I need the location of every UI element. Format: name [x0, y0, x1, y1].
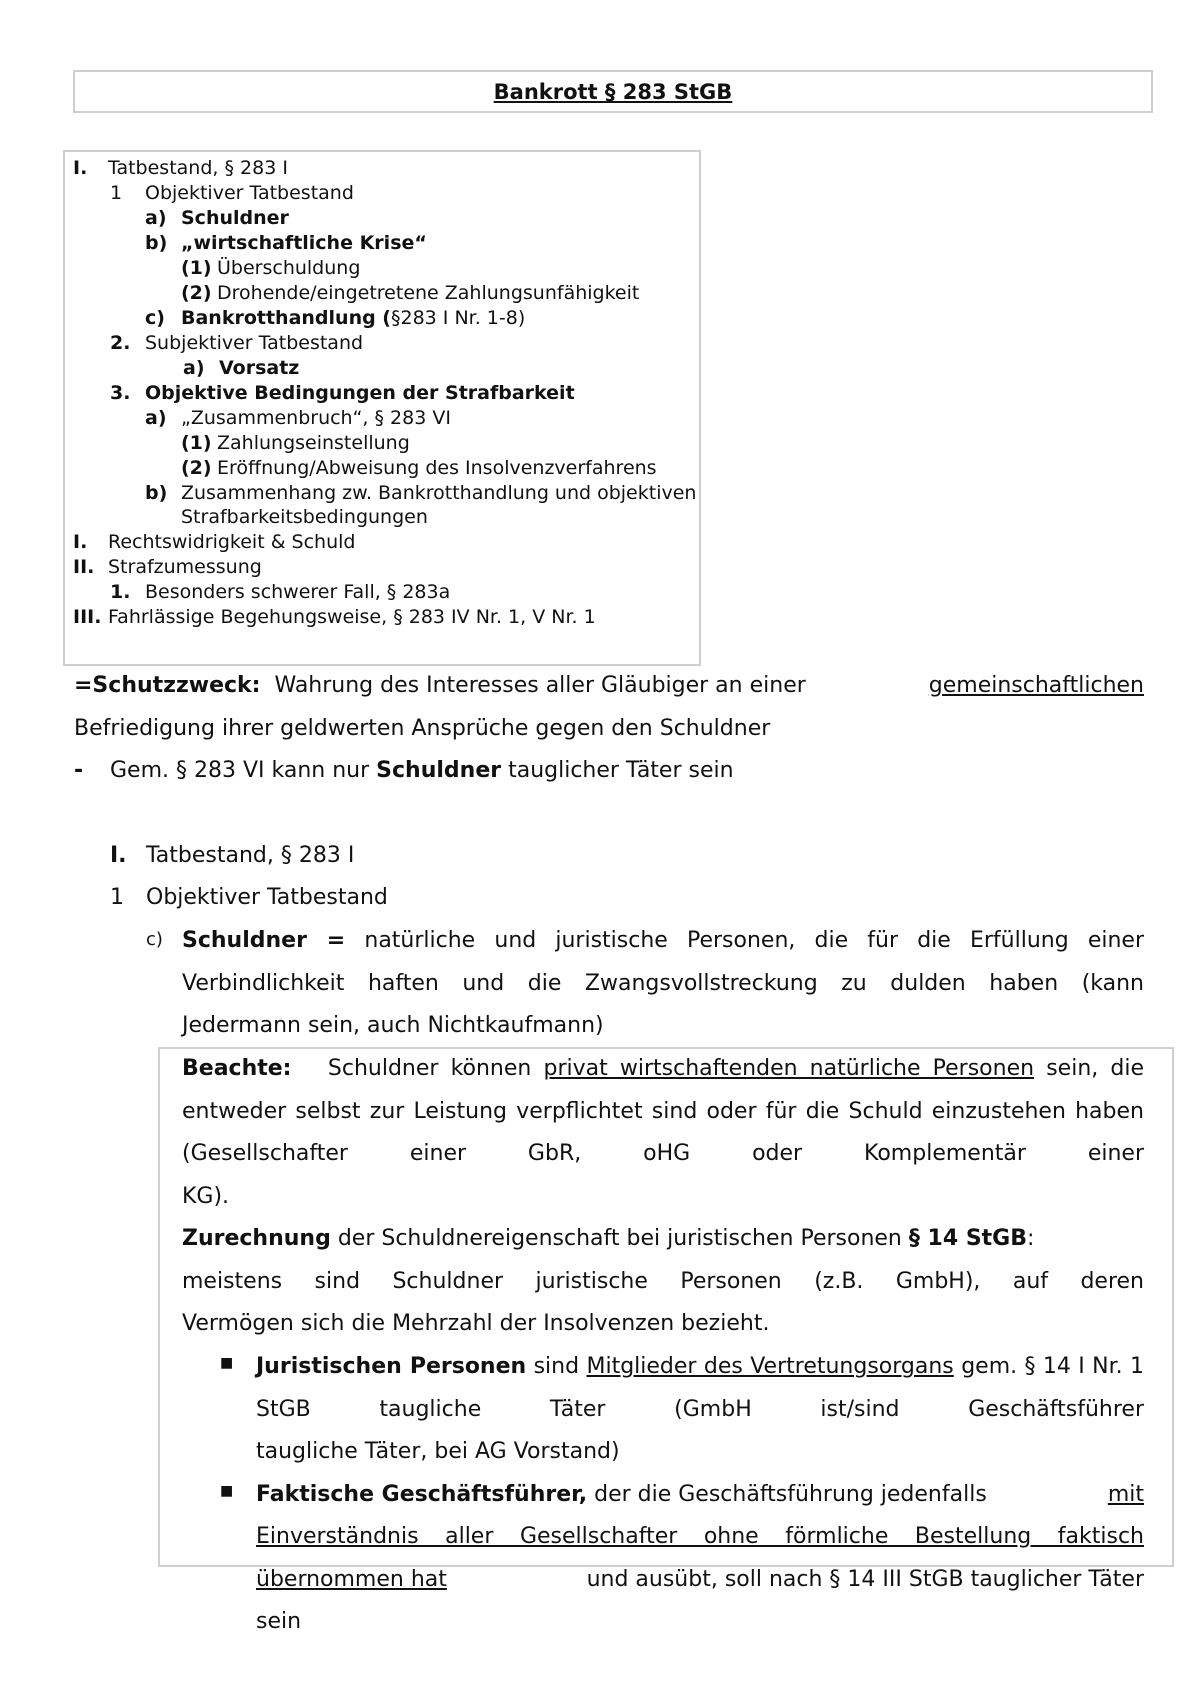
outline-num: II.	[73, 556, 95, 578]
outline-num: (1)	[181, 432, 212, 454]
outline-num: b)	[145, 232, 168, 254]
outline-item: Schuldner	[181, 207, 289, 229]
outline-item: Vorsatz	[219, 357, 300, 379]
bullet2-pre: der die Geschäftsführung jedenfalls	[594, 1482, 987, 1507]
outline-item: Besonders schwerer Fall, § 283a	[145, 581, 451, 603]
outline-num: a)	[145, 207, 167, 229]
zurechnung-line3: Vermögen sich die Mehrzahl der Insolvenzen bezieht.	[182, 1311, 770, 1336]
zurechnung-line2: meistens sind Schuldner juristische Personen (z.B. GmbH), auf deren	[182, 1269, 1144, 1294]
outline-item: Subjektiver Tatbestand	[145, 332, 364, 354]
outline-num: 2.	[110, 332, 131, 354]
zurechnung-text: der Schuldnereigenschaft bei juristischen Personen	[337, 1226, 902, 1251]
beachte-label: Beachte:	[182, 1056, 292, 1081]
section-num: I.	[110, 843, 127, 868]
schutzzweck-label: =Schutzzweck:	[74, 673, 261, 698]
outline-num: (2)	[181, 282, 212, 304]
schuldner-paragraph	[182, 920, 1144, 1005]
outline-item: Drohende/eingetretene Zahlungsunfähigkeit	[217, 282, 640, 304]
outline-item: Zusammenhang zw. Bankrotthandlung und objektiven	[181, 482, 697, 504]
outline-num: (1)	[181, 257, 212, 279]
dash-text-pre: Gem. § 283 VI kann nur	[110, 758, 370, 783]
subsection-num: 1	[110, 885, 124, 910]
schutzzweck-underlined: gemeinschaftlichen	[928, 673, 1144, 698]
item-c-num: c)	[146, 929, 163, 950]
outline-item: Überschuldung	[217, 257, 361, 279]
outline-item: Bankrotthandlung (	[181, 307, 391, 329]
outline-item: „wirtschaftliche Krise“	[181, 232, 427, 254]
outline-item: Rechtswidrigkeit & Schuld	[108, 531, 356, 553]
zurechnung-colon: :	[1027, 1226, 1035, 1251]
schuldner-paragraph-last: Jedermann sein, auch Nichtkaufmann)	[182, 1013, 604, 1038]
outline-num: b)	[145, 482, 168, 504]
bullet2-underlined3: übernommen hat	[256, 1567, 447, 1592]
schutzzweck-text: Wahrung des Interesses aller Gläubiger an einer	[274, 673, 806, 698]
outline-item: §283 I Nr. 1-8)	[391, 307, 526, 329]
outline-item: Tatbestand, § 283 I	[108, 157, 288, 179]
bullet1-underlined: Mitglieder des Vertretungsorgans	[586, 1354, 954, 1379]
beachte-text-pre: Schuldner können	[327, 1056, 532, 1081]
outline-num: 1	[110, 182, 123, 204]
outline-num: 3.	[110, 382, 131, 404]
bullet1-bold: Juristischen Personen	[256, 1354, 527, 1379]
schutzzweck-text-line2: Befriedigung ihrer geldwerten Ansprüche gegen den Schuldner	[74, 715, 771, 741]
bullet2-underlined2: Einverständnis aller Gesellschafter ohne förmliche Bestellung faktisch	[256, 1524, 1144, 1549]
bullet2-post: und ausübt, soll nach § 14 III StGB tauglicher Täter	[586, 1567, 1144, 1592]
bullet1-pre: sind	[533, 1354, 580, 1379]
outline-item: Fahrlässige Begehungsweise, § 283 IV Nr. 1, V Nr. 1	[108, 606, 596, 628]
outline-num: III.	[73, 606, 102, 628]
schuldner-text: natürliche und juristische Personen, die für die Erfüllung einer Verbindlichkeit haften und die Zwangsvollstreckung zu dulden haben (kann	[182, 928, 1145, 996]
dash-item	[74, 750, 83, 793]
zurechnung-bold: Zurechnung	[182, 1226, 331, 1251]
beachte-underlined: privat wirtschaftenden natürliche Personen	[543, 1056, 1035, 1081]
schutzzweck-paragraph	[74, 665, 1144, 750]
bullet-faktische-gf-line3	[256, 1559, 1144, 1602]
dash-marker: -	[74, 758, 84, 783]
outline-num: c)	[145, 307, 165, 329]
dash-item-text	[110, 750, 734, 793]
zurechnung-paragraph-ref: § 14 StGB	[908, 1226, 1028, 1251]
outline-num: I.	[73, 531, 88, 553]
page-title: Bankrott § 283 StGB	[493, 80, 733, 104]
bullet2-underlined1: mit	[1107, 1482, 1144, 1507]
dash-text-post: tauglicher Täter sein	[508, 758, 734, 783]
bullet-marker: ■	[220, 1355, 234, 1371]
outline-item: Zahlungseinstellung	[217, 432, 410, 454]
bullet1-post: gem. § 14 I Nr. 1 StGB taugliche Täter (GmbH ist/sind Geschäftsführer	[256, 1354, 1145, 1422]
bullet1-last: taugliche Täter, bei AG Vorstand)	[256, 1439, 620, 1464]
outline-item: Strafbarkeitsbedingungen	[181, 506, 428, 528]
beachte-paragraph-last: KG).	[182, 1184, 230, 1209]
outline-item: Objektiver Tatbestand	[145, 182, 354, 204]
subsection-heading: Objektiver Tatbestand	[146, 885, 388, 910]
bullet2-bold: Faktische Geschäftsführer,	[256, 1482, 588, 1507]
bullet2-last: sein	[256, 1609, 302, 1634]
section-heading: Tatbestand, § 283 I	[146, 843, 355, 868]
beachte-text-post: sein, die entweder selbst zur Leistung verpflichtet sind oder für die Schuld einzustehen haben (Gesellschafter einer GbR, oHG oder Komplementär einer	[182, 1056, 1144, 1166]
outline-num: a)	[183, 357, 205, 379]
outline-num: I.	[73, 157, 88, 179]
bullet-marker: ■	[220, 1483, 234, 1499]
outline-num: a)	[145, 407, 167, 429]
outline-item: Eröffnung/Abweisung des Insolvenzverfahrens	[217, 457, 657, 479]
outline-item: Strafzumessung	[108, 556, 262, 578]
outline-num: 1.	[110, 581, 131, 603]
outline-item: „Zusammenbruch“, § 283 VI	[181, 407, 451, 429]
bullet-faktische-gf-line1	[256, 1474, 1144, 1517]
zurechnung-line1	[182, 1218, 1144, 1261]
bullet-juristische-personen	[256, 1346, 1144, 1431]
outline-item: Objektive Bedingungen der Strafbarkeit	[145, 382, 575, 404]
schuldner-bold: Schuldner =	[182, 928, 346, 953]
dash-text-bold: Schuldner	[376, 758, 502, 783]
beachte-paragraph	[182, 1048, 1144, 1176]
title-box	[73, 70, 1153, 113]
outline-num: (2)	[181, 457, 212, 479]
